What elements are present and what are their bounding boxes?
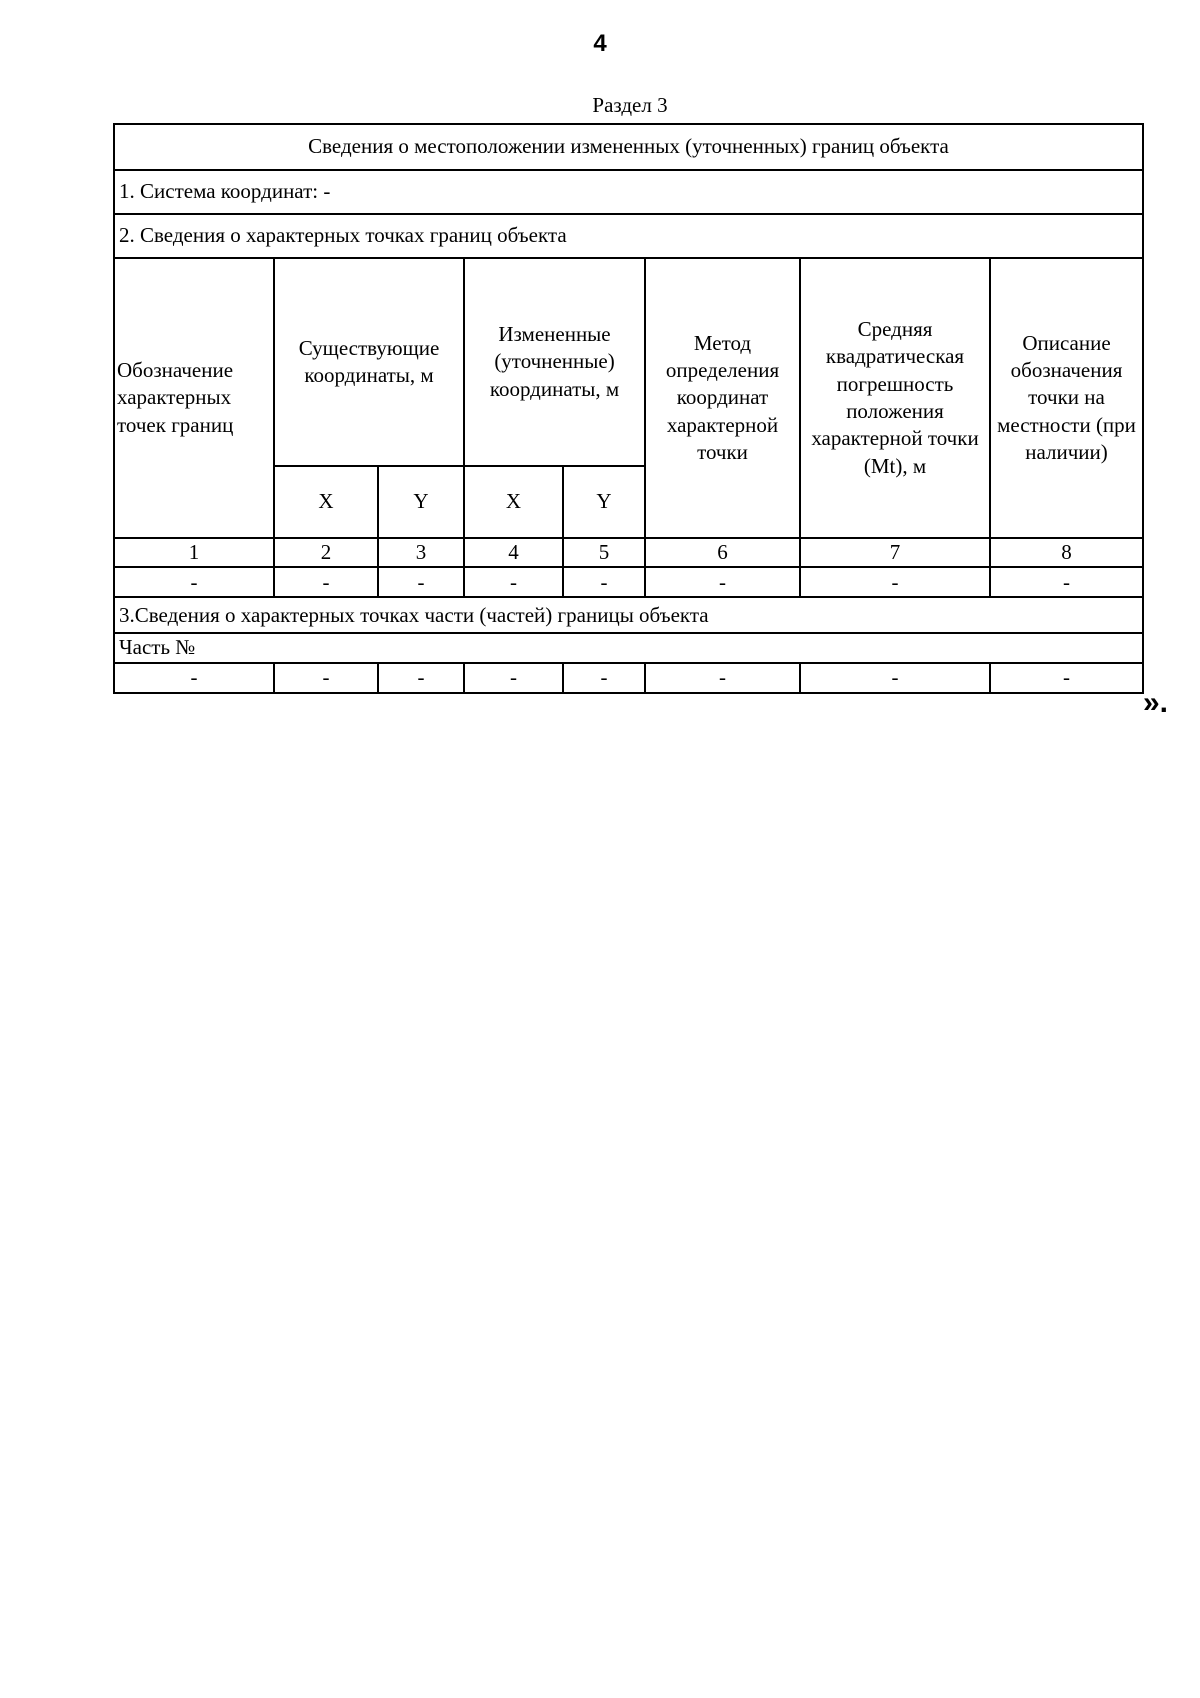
column-number: 2 [274, 538, 378, 567]
section-label: Раздел 3 [592, 93, 668, 117]
header-existing-coordinates: Существующие координаты, м [274, 258, 464, 466]
table-cell: - [800, 567, 990, 597]
table-cell: - [990, 663, 1143, 693]
table-title: Сведения о местоположении измененных (уточненных) границ объекта [114, 124, 1143, 170]
table-cell: - [114, 663, 274, 693]
column-number: 3 [378, 538, 464, 567]
coordinate-system-row: 1. Система координат: - [114, 170, 1143, 214]
parts-heading-row: 3.Сведения о характерных точках части (частей) границы объекта [114, 597, 1143, 633]
page-number: 4 [593, 30, 607, 57]
header-point-designation: Обозначение характерных точек границ [114, 258, 274, 538]
column-number: 1 [114, 538, 274, 567]
header-existing-x: X [274, 466, 378, 538]
table-cell: - [274, 663, 378, 693]
closing-quote-mark: ». [1143, 686, 1169, 719]
header-description: Описание обозначения точки на местности (при наличии) [990, 258, 1143, 538]
header-changed-x: X [464, 466, 563, 538]
table-cell: - [563, 567, 645, 597]
table-cell: - [274, 567, 378, 597]
column-number: 7 [800, 538, 990, 567]
header-changed-coordinates: Измененные (уточненные) координаты, м [464, 258, 645, 466]
column-number: 5 [563, 538, 645, 567]
table-cell: - [800, 663, 990, 693]
points-heading-row: 2. Сведения о характерных точках границ объекта [114, 214, 1143, 258]
table-cell: - [645, 567, 800, 597]
table-cell: - [464, 663, 563, 693]
header-existing-y: Y [378, 466, 464, 538]
table-cell: - [114, 567, 274, 597]
table-cell: - [990, 567, 1143, 597]
part-number-row: Часть № [114, 633, 1143, 662]
header-method: Метод определения координат характерной точки [645, 258, 800, 538]
boundary-table [113, 123, 1144, 694]
table-cell: - [563, 663, 645, 693]
header-changed-y: Y [563, 466, 645, 538]
table-cell: - [645, 663, 800, 693]
table-cell: - [464, 567, 563, 597]
header-error: Средняя квадратическая погрешность положения характерной точки (Mt), м [800, 258, 990, 538]
column-number: 6 [645, 538, 800, 567]
table-cell: - [378, 663, 464, 693]
column-number: 4 [464, 538, 563, 567]
table-cell: - [378, 567, 464, 597]
column-number: 8 [990, 538, 1143, 567]
